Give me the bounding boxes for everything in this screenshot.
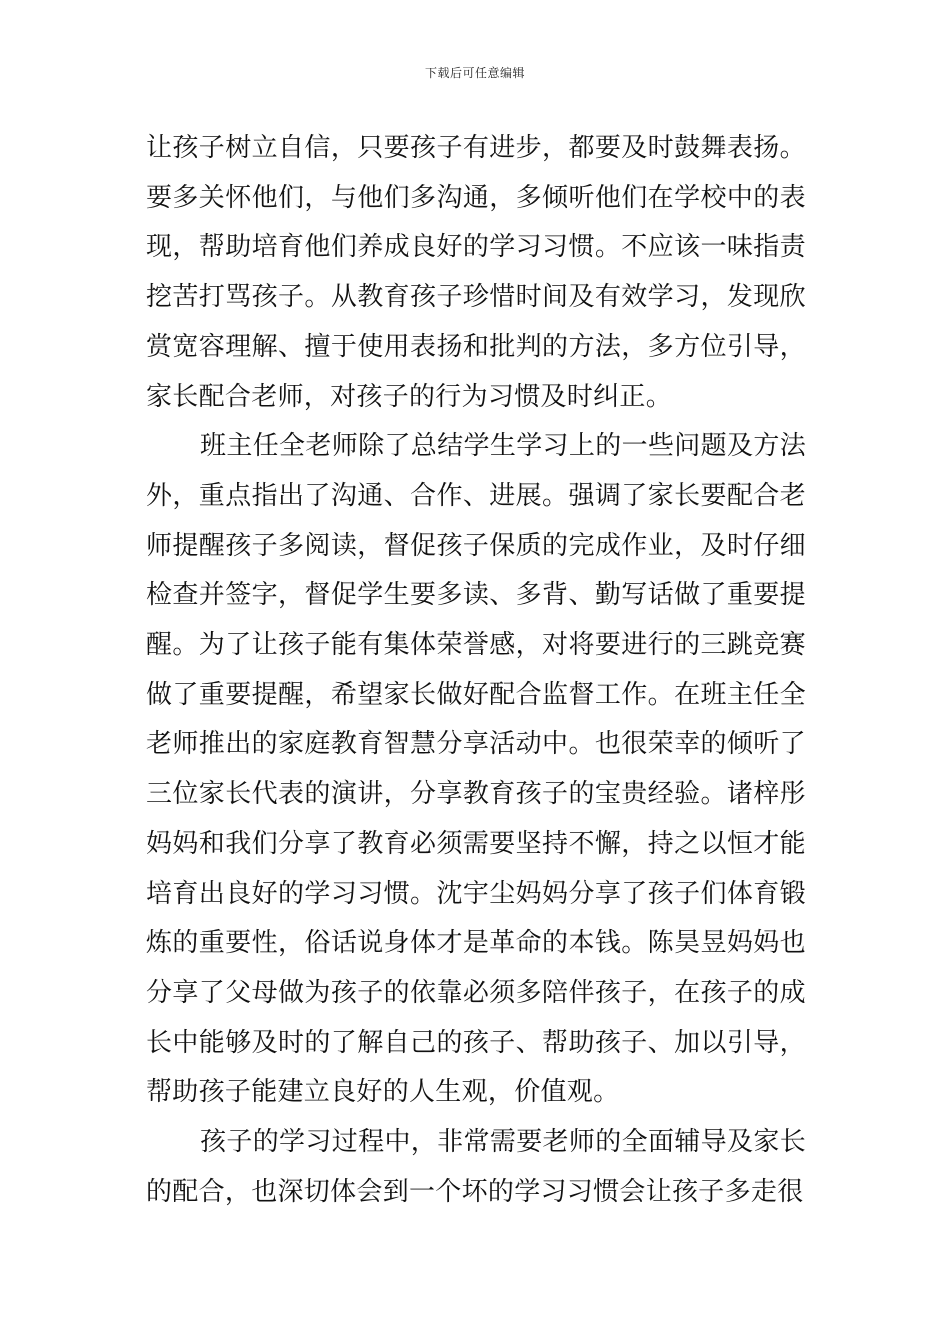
page-header: 下载后可任意编辑 — [424, 66, 525, 80]
paragraph-3: 孩子的学习过程中，非常需要老师的全面辅导及家长的配合，也深切体会到一个坏的学习习惯会让孩子多走很 — [146, 1127, 806, 1207]
document-body — [146, 124, 806, 1217]
paragraph-2: 班主任全老师除了总结学生学习上的一些问题及方法外，重点指出了沟通、合作、进展。强调了家长要配合老师提醒孩子多阅读，督促孩子保质的完成作业，及时仔细检查并签字，督促学生要多读、多背、勤写话做了重要提醒。为了让孩子能有集体荣誉感，对将要进行的三跳竞赛做了重要提醒，希望家长做好配合监督工作。在班主任全老师推出的家庭教育智慧分享活动中。也很荣幸的倾听了三位家长代表的演讲，分享教育孩子的宝贵经验。诸梓彤妈妈和我们分享了教育必须需要坚持不懈，持之以恒才能培育出良好的学习习惯。沈宇尘妈妈分享了孩子们体育锻炼的重要性，俗话说身体才是革命的本钱。陈昊昱妈妈也分享了父母做为孩子的依靠必须多陪伴孩子，在孩子的成长中能够及时的了解自己的孩子、帮助孩子、加以引导，帮助孩子能建立良好的人生观，价值观。 — [146, 431, 806, 1108]
paragraph-1: 让孩子树立自信，只要孩子有进步，都要及时鼓舞表扬。要多关怀他们，与他们多沟通，多倾听他们在学校中的表现，帮助培育他们养成良好的学习习惯。不应该一味指责挖苦打骂孩子。从教育孩子珍惜时间及有效学习，发现欣赏宽容理解、擅于使用表扬和批判的方法，多方位引导，家长配合老师，对孩子的行为习惯及时纠正。 — [146, 133, 806, 412]
